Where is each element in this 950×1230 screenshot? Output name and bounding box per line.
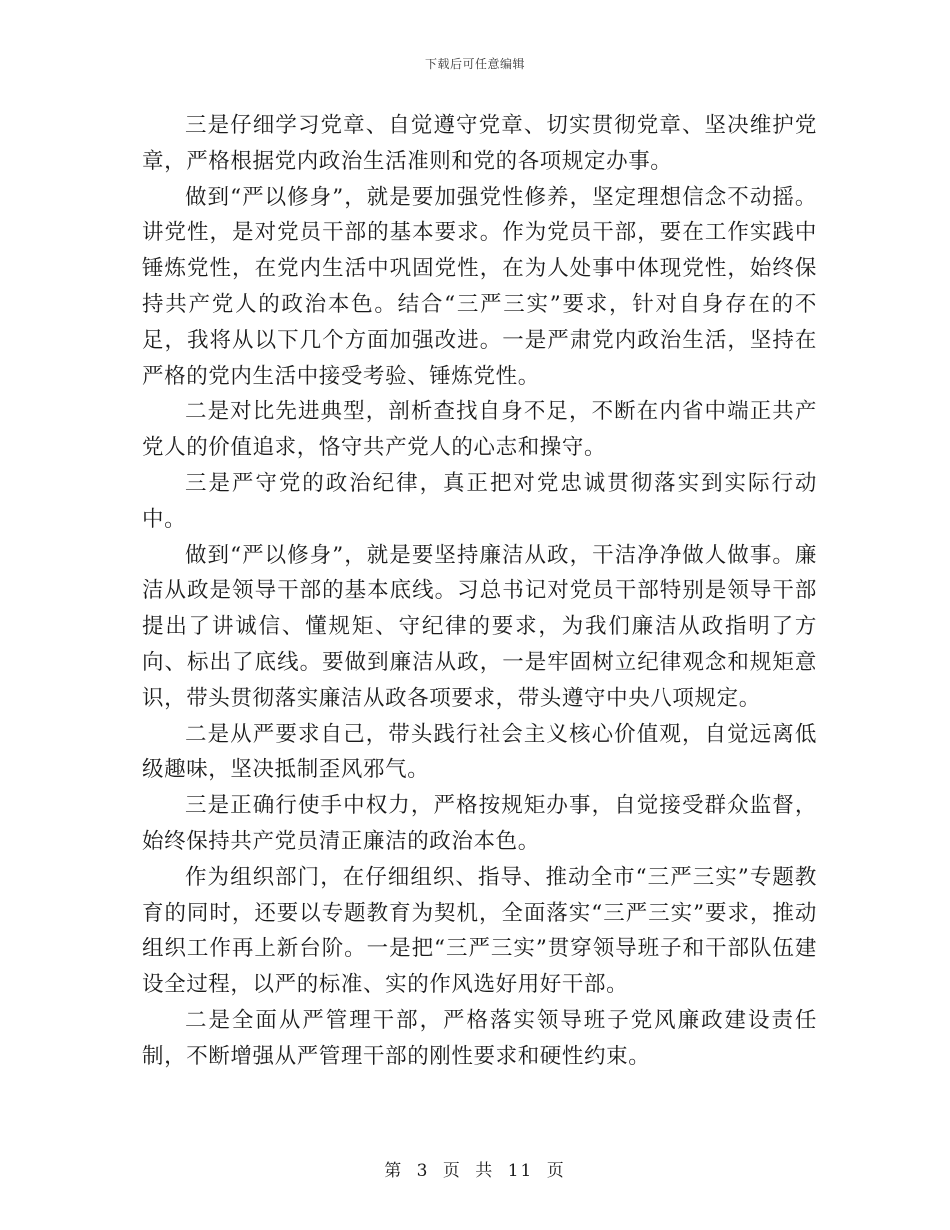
paragraph: 做到“严以修身”，就是要加强党性修养，坚定理想信念不动摇。讲党性，是对党员干部的基本要求。作为党员干部，要在工作实践中锤炼党性，在党内生活中巩固党性，在为人处事中体现党性，始终保持共产党人的政治本色。结合“三严三实”要求，针对自身存在的不足，我将从以下几个方面加强改进。一是严肃党内政治生活，坚持在严格的党内生活中接受考验、锤炼党性。 [142, 184, 817, 389]
page-footer: 第 3 页 共 11 页 [384, 1161, 566, 1181]
paragraph: 作为组织部门，在仔细组织、指导、推动全市“三严三实”专题教育的同时，还要以专题教育为契机，全面落实“三严三实”要求，推动组织工作再上新台阶。一是把“三严三实”贯穿领导班子和干部队伍建设全过程，以严的标准、实的作风选好用好干部。 [142, 864, 817, 998]
paragraph: 三是仔细学习党章、自觉遵守党章、切实贯彻党章、坚决维护党章，严格根据党内政治生活准则和党的各项规定办事。 [142, 113, 817, 174]
paragraph: 三是严守党的政治纪律，真正把对党忠诚贯彻落实到实际行动中。 [142, 470, 817, 532]
paragraph: 二是对比先进典型，剖析查找自身不足，不断在内省中端正共产党人的价值追求，恪守共产党人的心志和操守。 [142, 399, 817, 461]
page-header: 下载后可任意编辑 [424, 57, 525, 71]
paragraph: 二是全面从严管理干部，严格落实领导班子党风廉政建设责任制，不断增强从严管理干部的刚性要求和硬性约束。 [142, 1007, 817, 1069]
paragraph: 三是正确行使手中权力，严格按规矩办事，自觉接受群众监督，始终保持共产党员清正廉洁的政治本色。 [142, 793, 817, 854]
paragraph: 二是从严要求自己，带头践行社会主义核心价值观，自觉远离低级趣味，坚决抵制歪风邪气。 [142, 721, 817, 783]
paragraph: 做到“严以修身”，就是要坚持廉洁从政，干洁净净做人做事。廉洁从政是领导干部的基本底线。习总书记对党员干部特别是领导干部提出了讲诚信、懂规矩、守纪律的要求，为我们廉洁从政指明了方向、标出了底线。要做到廉洁从政，一是牢固树立纪律观念和规矩意识，带头贯彻落实廉洁从政各项要求，带头遵守中央八项规定。 [142, 542, 817, 711]
document-body [142, 108, 817, 1075]
